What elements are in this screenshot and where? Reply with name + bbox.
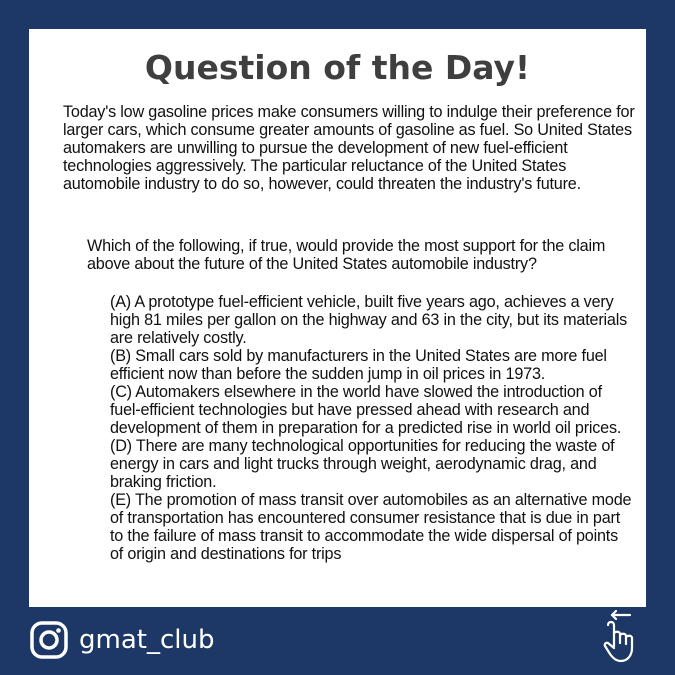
answer-option-c[interactable]: (C) Automakers elsewhere in the world have slowed the introduction of fuel-efficient technologies but have pressed ahead with research and development of them in preparation for a predicted rise in world oil prices. (110, 383, 622, 437)
page-title: Question of the Day! (144, 48, 531, 87)
handle-text: gmat_club (79, 625, 215, 655)
answer-option-d[interactable]: (D) There are many technological opportunities for reducing the waste of energy in cars and light trucks through weight, aerodynamic drag, and braking friction. (110, 437, 615, 491)
social-handle[interactable] (29, 620, 214, 660)
answer-option-e[interactable]: (E) The promotion of mass transit over automobiles as an alternative mode of transportation has encountered consumer resistance that is due in part to the failure of mass transit to accommodate the wide dispersal of points of origin and destinations for trips (110, 491, 632, 563)
question-stem: Which of the following, if true, would provide the most support for the claim above about the future of the United States automobile industry? (87, 237, 606, 273)
answer-option-b[interactable]: (B) Small cars sold by manufacturers in the United States are more fuel efficient now than before the sudden jump in oil prices in 1973. (110, 347, 607, 383)
answer-options (110, 293, 635, 563)
instagram-icon (29, 620, 69, 660)
swipe-hand-icon (600, 610, 646, 664)
passage-text: Today's low gasoline prices make consumers willing to indulge their preference for larger cars, which consume greater amounts of gasoline as fuel. So United States automakers are unwilling to pursue the development of new fuel-efficient technologies aggressively. The particular reluctance of the United States automobile industry to do so, however, could threaten the industry's future. (63, 103, 635, 193)
answer-option-a[interactable]: (A) A prototype fuel-efficient vehicle, built five years ago, achieves a very high 81 miles per gallon on the highway and 63 in the city, but its materials are relatively costly. (110, 293, 627, 347)
